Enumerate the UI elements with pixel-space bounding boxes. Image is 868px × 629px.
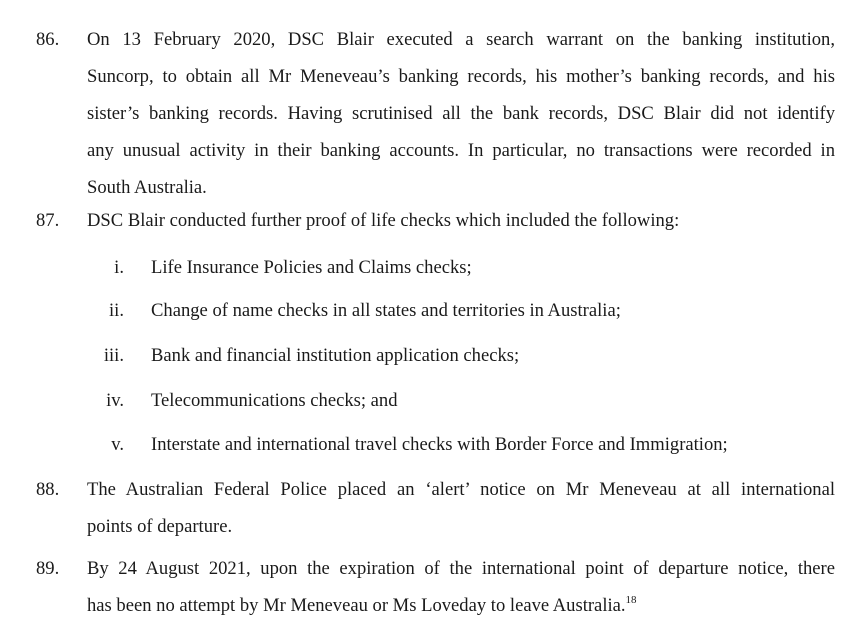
paragraph-line: points of departure.: [87, 516, 233, 537]
paragraph-number: 88.: [36, 479, 60, 500]
paragraph-line: The Australian Federal Police placed an ‘alert’ notice on Mr Meneveau at all international: [87, 479, 835, 500]
paragraph-number: 86.: [36, 29, 60, 50]
paragraph-line: On 13 February 2020, DSC Blair executed a search warrant on the banking institution,: [87, 29, 835, 50]
paragraph-line: sister’s banking records. Having scrutinised all the bank records, DSC Blair did not identify: [87, 103, 835, 124]
paragraph-line-text: has been no attempt by Mr Meneveau or Ms Loveday to leave Australia.: [87, 595, 626, 616]
paragraph-number: 89.: [36, 558, 60, 579]
list-numeral: v.: [111, 434, 124, 455]
paragraph-line: [87, 587, 835, 627]
paragraph-text: [87, 21, 835, 206]
paragraph-line: any unusual activity in their banking accounts. In particular, no transactions were recorded in: [87, 140, 835, 161]
list-text: Life Insurance Policies and Claims checks;: [151, 257, 472, 278]
list-text: Bank and financial institution application checks;: [151, 345, 520, 366]
list-numeral: iii.: [103, 345, 124, 366]
paragraph-text: [87, 550, 835, 627]
paragraph-line: By 24 August 2021, upon the expiration of the international point of departure notice, there: [87, 558, 835, 579]
paragraph-number: 87.: [36, 210, 60, 231]
list-numeral: iv.: [106, 390, 124, 411]
footnote-reference[interactable]: 18: [625, 594, 637, 606]
list-text: Change of name checks in all states and territories in Australia;: [151, 300, 621, 321]
paragraph-line: Suncorp, to obtain all Mr Meneveau’s banking records, his mother’s banking records, and his: [87, 66, 835, 87]
list-numeral: ii.: [109, 300, 124, 321]
paragraph-text: DSC Blair conducted further proof of life checks which included the following:: [87, 210, 680, 231]
paragraph-text: [87, 471, 835, 545]
list-text: Telecommunications checks; and: [151, 390, 398, 411]
paragraph-line: South Australia.: [87, 177, 207, 198]
list-text: Interstate and international travel checks with Border Force and Immigration;: [151, 434, 728, 455]
list-numeral: i.: [114, 257, 124, 278]
